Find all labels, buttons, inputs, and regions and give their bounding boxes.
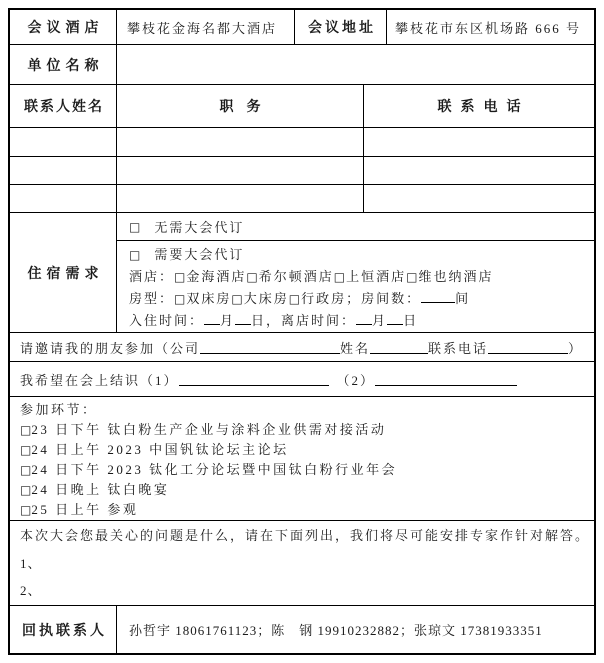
checkbox-session-2[interactable]: □ (20, 443, 32, 457)
meet-person2-field[interactable] (375, 372, 517, 386)
contact-phone-field[interactable] (364, 157, 594, 184)
checkbox-session-4[interactable]: □ (20, 483, 32, 497)
reply-contact-label: 回执联系人 (10, 606, 117, 653)
checkbox-need-booking[interactable]: □ (129, 248, 141, 262)
registration-form-table (8, 8, 596, 655)
org-label: 单位名称 (10, 45, 117, 84)
participation-item-label: 25 日上午 参观 (31, 502, 139, 517)
meet-intro-label: 我希望在会上结识（1） (20, 372, 179, 388)
contact-name-header: 联系人姓名 (10, 85, 117, 127)
checkbox-hotel-vienna[interactable]: □ (406, 270, 418, 284)
checkin-month-field[interactable] (204, 311, 220, 325)
hotel-value: 攀枝花金海名都大酒店 (117, 10, 295, 44)
row-hotel-address (10, 10, 594, 45)
contact-row-3 (10, 185, 594, 213)
participation-item (20, 420, 594, 440)
contact-phone-field[interactable] (364, 185, 594, 212)
hotel-option-label: 希尔顿酒店 (258, 269, 334, 284)
room-option-label: 双床房 (186, 291, 232, 306)
accommodation-label: 住宿需求 (10, 213, 117, 332)
contact-name-field[interactable] (10, 185, 117, 212)
option-no-booking-label: 无需大会代订 (154, 220, 245, 235)
checkin-label: 入住时间： (129, 313, 205, 328)
hotel-option-label: 上恒酒店 (346, 269, 407, 284)
participation-item-label: 24 日下午 2023 钛化工分论坛暨中国钛白粉行业年会 (31, 462, 398, 477)
room-count-label: ；房间数： (346, 291, 422, 306)
checkout-month-field[interactable] (356, 311, 372, 325)
participation-item (20, 500, 594, 520)
contact-title-header: 职务 (117, 85, 364, 127)
room-option-label: 行政房 (301, 291, 347, 306)
question-field-1[interactable]: 1、 (20, 556, 42, 571)
option-no-booking (117, 213, 594, 241)
option-need-booking-label: 需要大会代订 (154, 247, 245, 262)
invite-name-field[interactable] (370, 340, 428, 354)
checkbox-twin-room[interactable]: □ (174, 292, 186, 306)
day-label: 日 (403, 313, 419, 328)
questions-prompt: 本次大会您最关心的问题是什么，请在下面列出，我们将尽可能安排专家作针对解答。 (20, 528, 591, 543)
invite-name-label: 姓名 (340, 340, 371, 356)
accommodation-options (117, 213, 594, 332)
room-option-label: 大床房 (243, 291, 289, 306)
stay-dates-line (129, 310, 594, 332)
checkbox-king-room[interactable]: □ (231, 292, 243, 306)
booking-details (117, 241, 594, 332)
hotel-line-prefix: 酒店： (129, 269, 175, 284)
contact-row-2 (10, 157, 594, 185)
checkbox-no-booking[interactable]: □ (129, 219, 141, 234)
row-participation (10, 397, 594, 521)
hotel-choice-line (129, 266, 594, 288)
question-field-2[interactable]: 2、 (20, 583, 42, 598)
checkbox-session-1[interactable]: □ (20, 423, 32, 437)
checkbox-executive-room[interactable]: □ (288, 292, 301, 306)
reply-contact-value: 孙哲宇 18061761123；陈 钢 19910232882；张琼文 17381933351 (129, 623, 543, 638)
participation-item (20, 440, 594, 460)
month-label: 月 (372, 313, 388, 328)
invite-company-field[interactable] (200, 340, 340, 354)
address-value: 攀枝花市东区机场路 666 号 (395, 20, 582, 36)
participation-item (20, 460, 594, 480)
meet-person1-field[interactable] (179, 372, 329, 386)
contact-name-field[interactable] (10, 157, 117, 184)
participation-item-label: 24 日晚上 钛白晚宴 (31, 482, 170, 497)
contact-phone-header: 联系电话 (437, 100, 530, 115)
option-need-booking (129, 244, 594, 266)
row-questions (10, 521, 594, 606)
hotel-option-label: 维也纳酒店 (418, 269, 494, 284)
checkbox-hotel-shangheng[interactable]: □ (333, 270, 346, 284)
row-invite-friends (10, 333, 594, 362)
contact-title-field[interactable] (117, 128, 364, 156)
contact-name-field[interactable] (10, 128, 117, 156)
row-reply-contact (10, 606, 594, 653)
hotel-option-label: 金海酒店 (186, 269, 247, 284)
contact-title-field[interactable] (117, 157, 364, 184)
participation-item-label: 24 日上午 2023 中国钒钛论坛主论坛 (31, 442, 289, 457)
checkbox-session-5[interactable]: □ (20, 503, 32, 517)
invite-company-label: 请邀请我的朋友参加（公司 (20, 340, 201, 356)
address-label: 会议地址 (295, 10, 387, 44)
checkin-day-field[interactable] (235, 311, 251, 325)
room-line-prefix: 房型： (129, 291, 175, 306)
contact-title-field[interactable] (117, 185, 364, 212)
contact-row-1 (10, 128, 594, 157)
row-accommodation (10, 213, 594, 333)
invite-phone-label: 联系电话 (428, 340, 489, 356)
contact-phone-field[interactable] (364, 128, 594, 156)
row-organization (10, 45, 594, 85)
room-count-blank-field[interactable] (421, 289, 455, 303)
org-value-field[interactable] (117, 45, 594, 84)
checkout-label: 日，离店时间： (251, 313, 357, 328)
invite-close-paren: ） (568, 340, 584, 356)
participation-item (20, 480, 594, 500)
invite-phone-field[interactable] (488, 340, 568, 354)
month-label: 月 (220, 313, 236, 328)
checkbox-hotel-jinhai[interactable]: □ (174, 270, 186, 284)
hotel-label: 会议酒店 (10, 10, 117, 44)
checkbox-session-3[interactable]: □ (20, 463, 32, 477)
row-contacts-header (10, 85, 594, 128)
participation-item-label: 23 日下午 钛白粉生产企业与涂料企业供需对接活动 (31, 422, 387, 437)
room-count-suffix: 间 (455, 291, 471, 306)
meet-two-label: （2） (336, 372, 376, 388)
participation-title: 参加环节： (20, 402, 98, 417)
row-hope-to-meet (10, 362, 594, 397)
checkout-day-field[interactable] (387, 311, 403, 325)
room-type-line (129, 288, 594, 310)
checkbox-hotel-hilton[interactable]: □ (246, 270, 258, 284)
